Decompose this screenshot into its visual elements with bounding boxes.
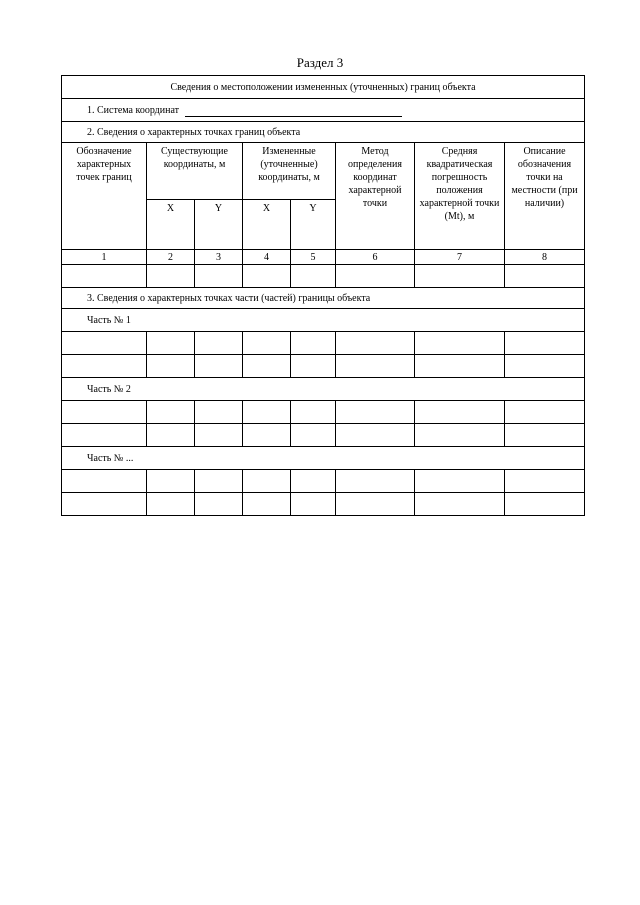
table-cell[interactable]: [505, 401, 585, 424]
coordinate-system-row: [62, 99, 585, 122]
table-cell[interactable]: [147, 493, 195, 516]
table-cell[interactable]: [336, 265, 415, 288]
column-number: 1: [62, 250, 147, 265]
table-cell[interactable]: [291, 470, 336, 493]
table-cell[interactable]: [505, 332, 585, 355]
table-cell[interactable]: [62, 401, 147, 424]
table-row: [62, 355, 585, 378]
column-number: 5: [291, 250, 336, 265]
table-row: [62, 265, 585, 288]
header-changed-coords: Измененные (уточненные) координаты, м: [243, 143, 336, 200]
table-cell[interactable]: [336, 424, 415, 447]
table-cell[interactable]: [415, 355, 505, 378]
table-cell[interactable]: [415, 470, 505, 493]
table-cell[interactable]: [336, 493, 415, 516]
column-number: 3: [195, 250, 243, 265]
header-existing-y: Y: [195, 200, 243, 250]
header-error: Средняя квадратическая погрешность положения характерной точки (Mt), м: [415, 143, 505, 250]
column-number: 4: [243, 250, 291, 265]
table-cell[interactable]: [336, 401, 415, 424]
coordinate-system-label: 1. Система координат: [87, 104, 180, 116]
table-cell[interactable]: [195, 424, 243, 447]
table-cell[interactable]: [62, 265, 147, 288]
table-cell[interactable]: [147, 424, 195, 447]
table-cell[interactable]: [62, 493, 147, 516]
header-changed-x: X: [243, 200, 291, 250]
table-row: [62, 470, 585, 493]
table-cell[interactable]: [195, 355, 243, 378]
table-cell[interactable]: [336, 332, 415, 355]
table-cell[interactable]: [147, 332, 195, 355]
column-number: 8: [505, 250, 585, 265]
boundary-points-table: [61, 75, 585, 516]
table-cell[interactable]: [243, 470, 291, 493]
part-label: Часть № ...: [62, 447, 585, 470]
table-cell[interactable]: [291, 493, 336, 516]
header-existing-coords: Существующие координаты, м: [147, 143, 243, 200]
table-cell[interactable]: [291, 355, 336, 378]
table-cell[interactable]: [147, 470, 195, 493]
coordinate-system-input-line[interactable]: [185, 105, 402, 117]
table-cell[interactable]: [291, 401, 336, 424]
table-cell[interactable]: [505, 470, 585, 493]
column-numbers-row: [62, 250, 585, 265]
section-title: Раздел 3: [296, 55, 344, 70]
points-section-label: 2. Сведения о характерных точках границ объекта: [62, 122, 585, 143]
table-cell[interactable]: [336, 355, 415, 378]
table-cell[interactable]: [415, 265, 505, 288]
table-cell[interactable]: [147, 355, 195, 378]
table-cell[interactable]: [243, 355, 291, 378]
parts-section-label: 3. Сведения о характерных точках части (частей) границы объекта: [62, 288, 585, 309]
column-number: 6: [336, 250, 415, 265]
part-label: Часть № 1: [62, 309, 585, 332]
table-cell[interactable]: [505, 424, 585, 447]
table-cell[interactable]: [243, 493, 291, 516]
table-cell[interactable]: [195, 470, 243, 493]
table-cell[interactable]: [415, 332, 505, 355]
table-row: [62, 493, 585, 516]
table-cell[interactable]: [147, 401, 195, 424]
table-cell[interactable]: [62, 355, 147, 378]
table-cell[interactable]: [243, 401, 291, 424]
table-cell[interactable]: [336, 470, 415, 493]
table-cell[interactable]: [505, 355, 585, 378]
header-description: Описание обозначения точки на местности (при наличии): [505, 143, 585, 250]
table-row: [62, 332, 585, 355]
table-cell[interactable]: [243, 265, 291, 288]
header-existing-x: X: [147, 200, 195, 250]
table-cell[interactable]: [195, 401, 243, 424]
table-cell[interactable]: [195, 493, 243, 516]
table-cell[interactable]: [505, 265, 585, 288]
table-cell[interactable]: [291, 265, 336, 288]
table-row: [62, 401, 585, 424]
column-number: 2: [147, 250, 195, 265]
table-cell[interactable]: [291, 424, 336, 447]
header-designation: Обозначение характерных точек границ: [62, 143, 147, 250]
part-label: Часть № 2: [62, 378, 585, 401]
table-caption: Сведения о местоположении измененных (уточненных) границ объекта: [62, 76, 585, 99]
table-cell[interactable]: [243, 332, 291, 355]
table-cell[interactable]: [415, 493, 505, 516]
table-cell[interactable]: [62, 332, 147, 355]
table-cell[interactable]: [243, 424, 291, 447]
table-cell[interactable]: [415, 401, 505, 424]
table-cell[interactable]: [62, 424, 147, 447]
table-cell[interactable]: [505, 493, 585, 516]
table-cell[interactable]: [415, 424, 505, 447]
table-cell[interactable]: [62, 470, 147, 493]
column-number: 7: [415, 250, 505, 265]
table-cell[interactable]: [147, 265, 195, 288]
table-cell[interactable]: [291, 332, 336, 355]
table-row: [62, 424, 585, 447]
header-method: Метод определения координат характерной точки: [336, 143, 415, 250]
header-changed-y: Y: [291, 200, 336, 250]
table-cell[interactable]: [195, 332, 243, 355]
table-cell[interactable]: [195, 265, 243, 288]
